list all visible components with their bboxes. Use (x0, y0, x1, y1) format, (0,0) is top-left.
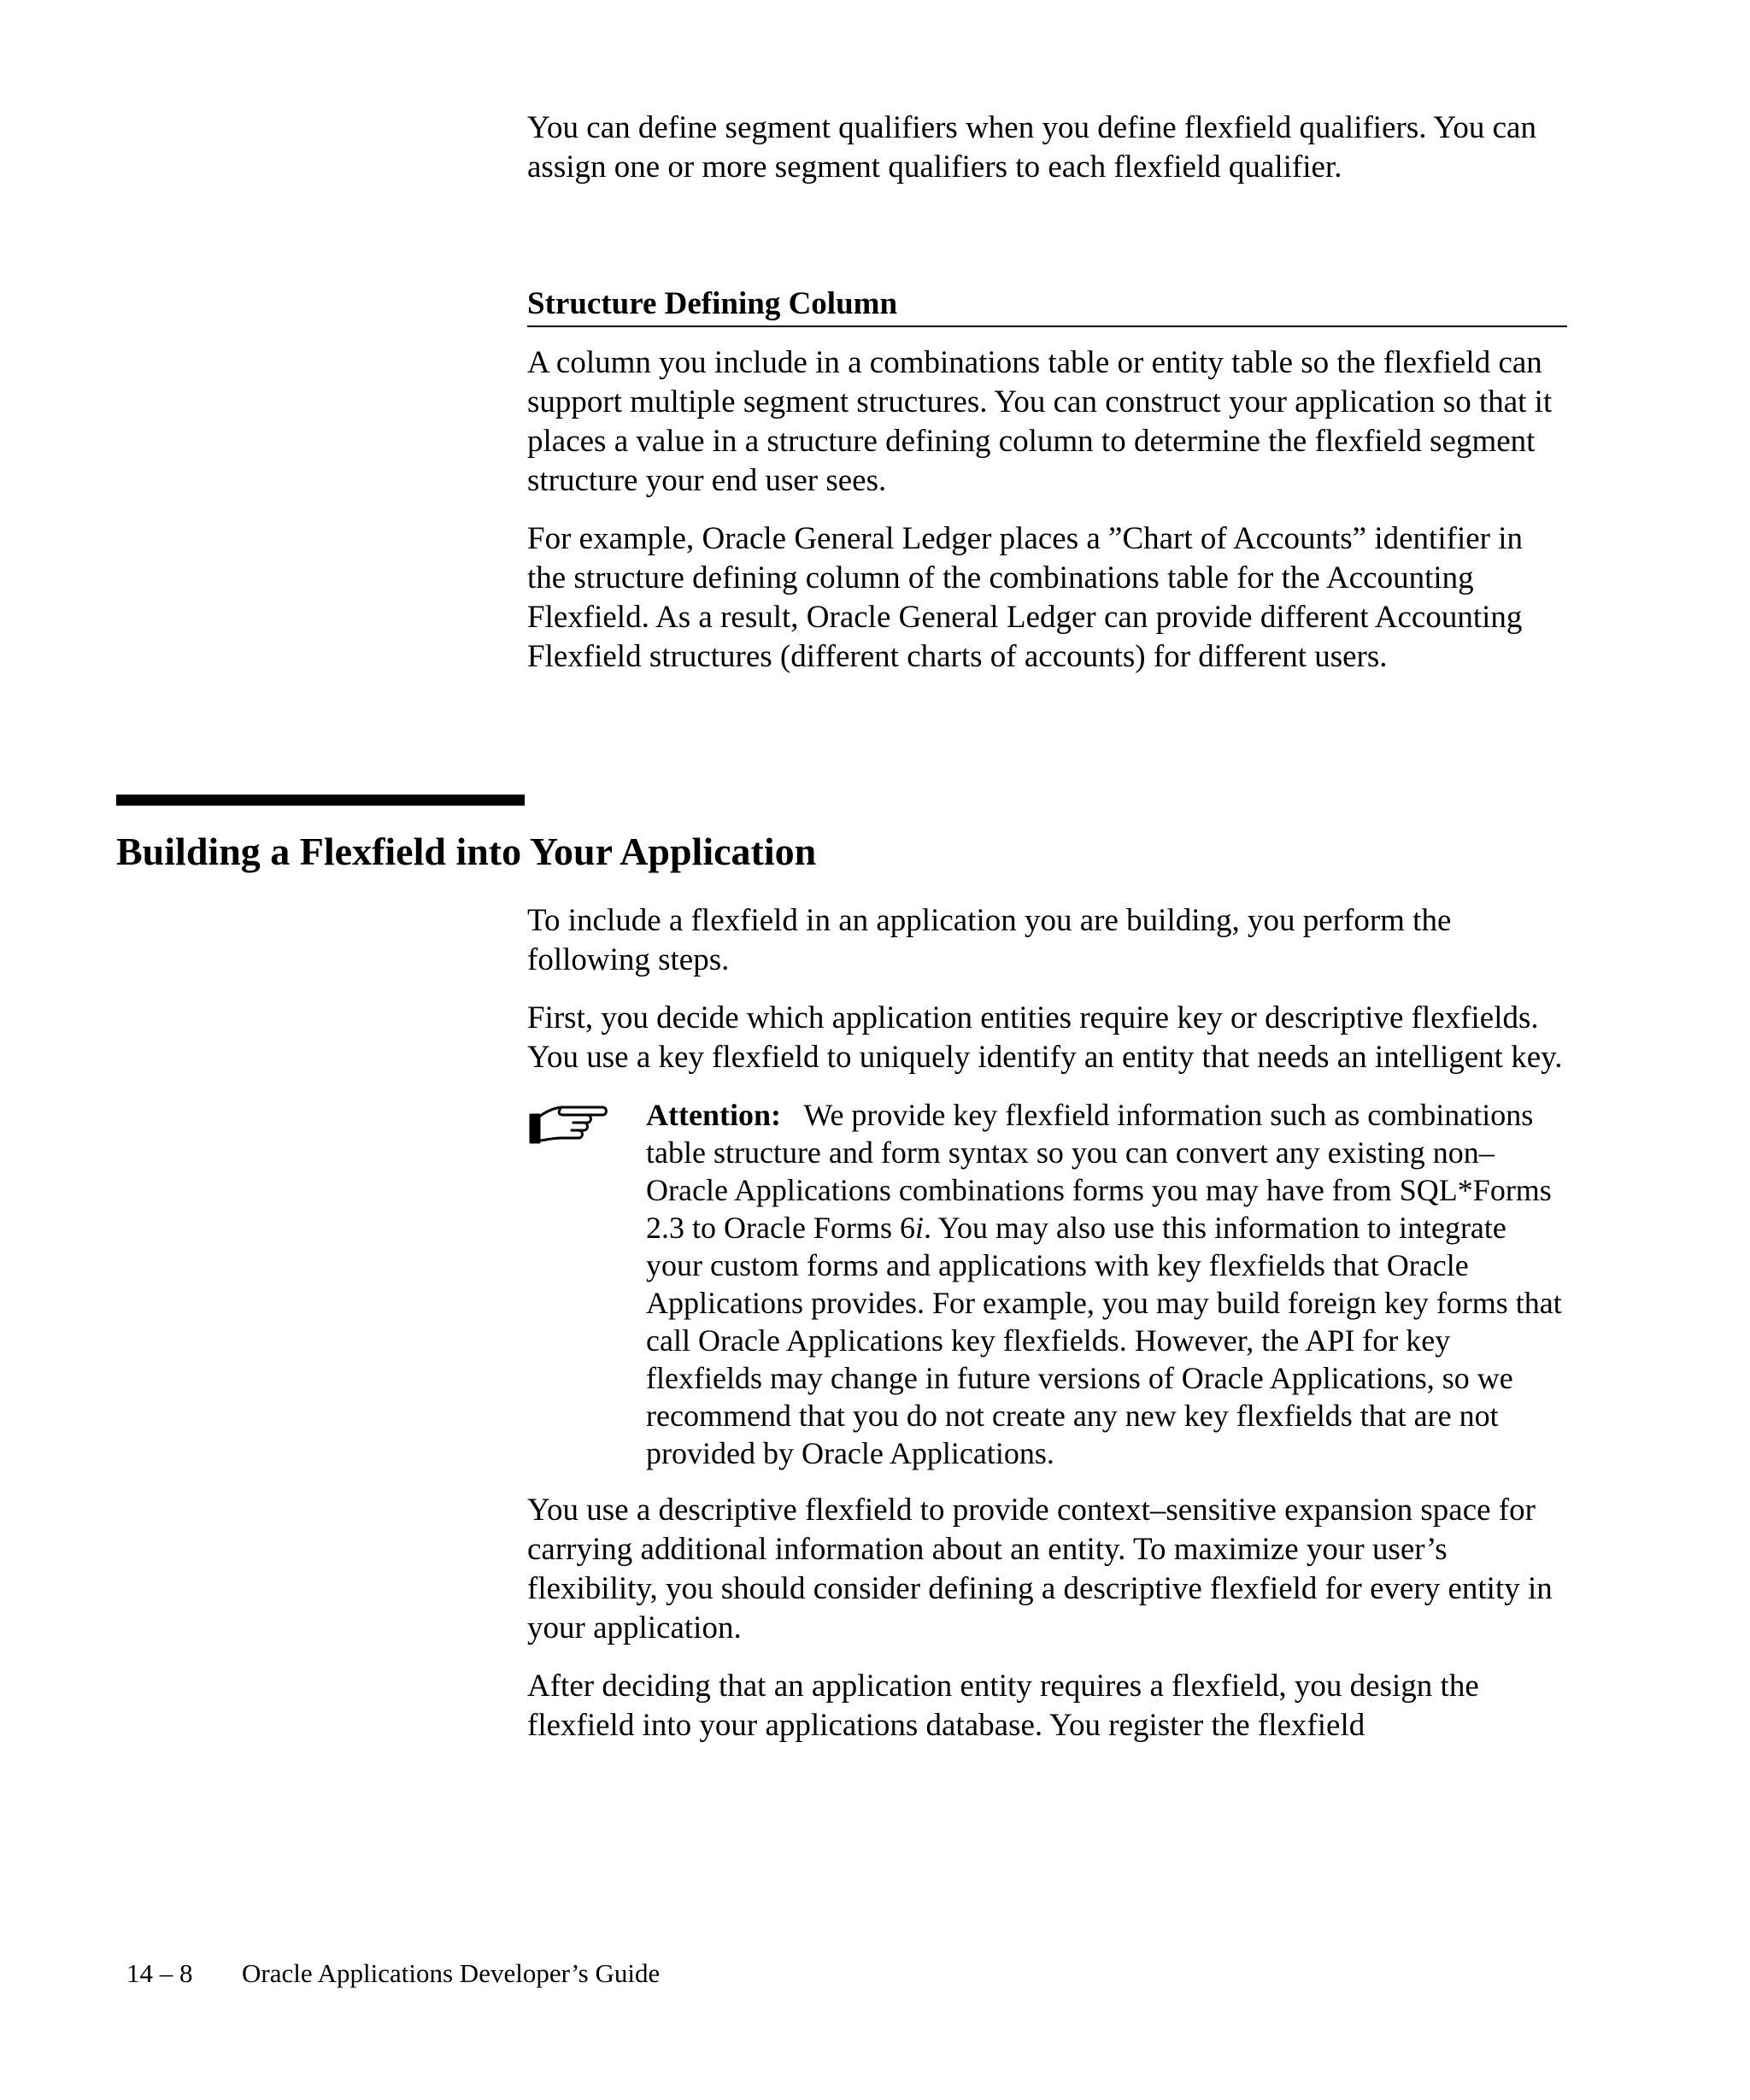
building-paragraph-4: After deciding that an application entity requires a flexfield, you design the flexfield into your applications database. You register the flexfield (527, 1669, 1479, 1743)
attention-text (646, 1096, 1564, 1472)
building-section-body (527, 901, 1564, 1764)
building-paragraph-2: First, you decide which application entities require key or descriptive flexfields. You use a key flexfield to uniquely identify an entity that needs an intelligent key. (527, 1000, 1563, 1075)
section-title: Building a Flexfield into Your Application (116, 830, 817, 873)
attention-italic: i (914, 1211, 924, 1245)
structure-paragraph-2: For example, Oracle General Ledger places a ”Chart of Accounts” identifier in the structure defining column of the combinations table for the Accounting Flexfield. As a result, Oracle General Ledger can provide different Accounting Flexfield structures (different charts of accounts) for different users. (527, 521, 1523, 674)
attention-note (527, 1096, 1564, 1472)
attention-label: Attention: (646, 1098, 781, 1132)
section-divider-rule (116, 795, 525, 806)
page-footer (126, 1956, 660, 1991)
attention-text-part-1: We provide key flexfield information such as combinations table structure and form syntax so you can convert any existing non–Oracle Applications combinations forms you may have from SQL*Forms 2.3 to Oracle Forms 6 (646, 1098, 1552, 1245)
building-paragraph-3: You use a descriptive flexfield to provide context–sensitive expansion space for carrying additional information about an entity. To maximize your user’s flexibility, you should consider defining a descriptive flexfield for every entity in your application. (527, 1493, 1553, 1645)
intro-block (527, 109, 1564, 206)
page-number: 14 – 8 (126, 1958, 193, 1988)
book-title: Oracle Applications Developer’s Guide (242, 1958, 661, 1988)
intro-paragraph: You can define segment qualifiers when you define flexfield qualifiers. You can assign one or more segment qualifiers to each flexfield qualifier. (527, 110, 1536, 185)
structure-defining-column-body (527, 343, 1564, 695)
structure-paragraph-1: A column you include in a combinations table or entity table so the flexfield can support multiple segment structures. You can construct your application so that it places a value in a structure defining column to determine the flexfield segment structure your end user sees. (527, 345, 1553, 498)
structure-defining-column-heading: Structure Defining Column (527, 284, 1567, 327)
pointing-hand-icon (527, 1103, 609, 1146)
attention-text-part-2: . You may also use this information to integrate your custom forms and applications with key flexfields that Oracle Applications provides. For example, you may build foreign key forms that call Oracle Applications key flexfields. However, the API for key flexfields may change in future versions of Oracle Applications, so we recommend that you do not create any new key flexfields that are not provided by Oracle Applications. (646, 1211, 1562, 1470)
building-paragraph-1: To include a flexfield in an application you are building, you perform the following steps. (527, 903, 1452, 977)
